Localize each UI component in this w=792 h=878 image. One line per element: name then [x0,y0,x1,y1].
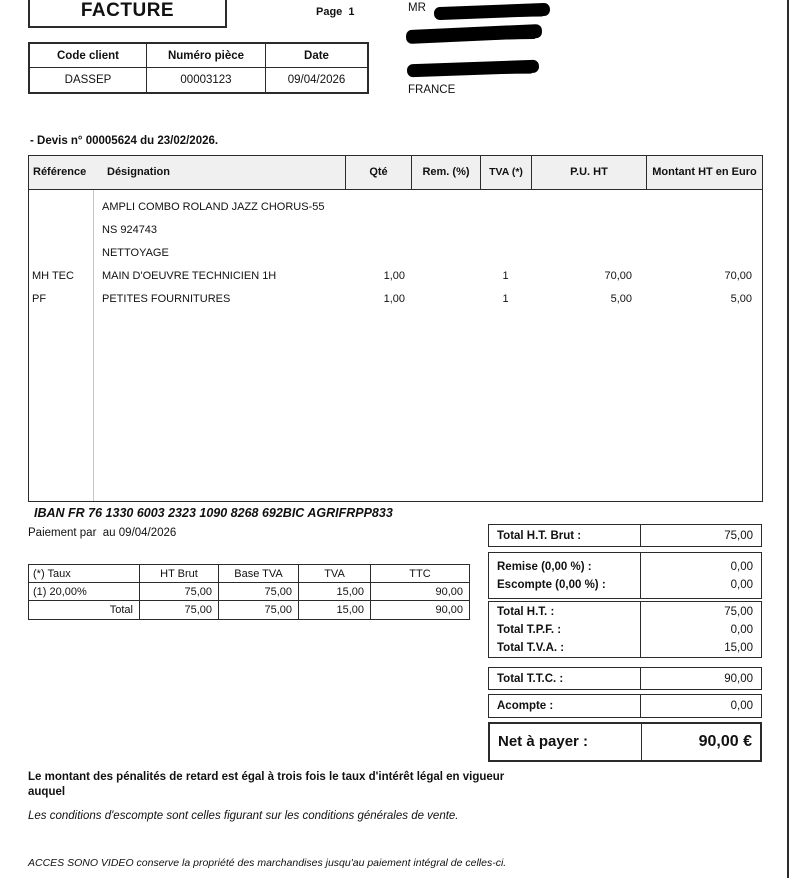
item-amount: 5,00 [730,292,752,305]
vat-rate-value: (1) 20,00% [33,585,87,598]
net-a-payer-label: Net à payer : [498,733,589,750]
reference-designation-header [29,156,345,189]
unit-price-header: P.U. HT [531,156,646,189]
ht-brut-header: HT Brut [139,565,218,582]
ht-brut-total: 75,00 [139,601,218,619]
vat-total-label: Total [109,604,133,616]
item-row [29,287,762,310]
date-header: Date [304,49,329,62]
total-ttc-box [488,667,762,690]
item-reference: MH TEC [32,269,74,282]
devis-reference-line: - Devis n° 00005624 du 23/02/2026. [30,135,219,147]
acompte-value: 0,00 [730,700,753,712]
total-ht-brut-label: Total H.T. Brut : [497,529,582,542]
base-tva-value: 75,00 [218,583,298,600]
reference-header: Référence [33,166,87,179]
total-ttc-value: 90,00 [724,672,753,685]
totals-ht-tpf-tva-box [488,601,762,658]
base-tva-total: 75,00 [218,601,298,619]
net-a-payer-value: 90,00 € [698,733,752,750]
page-number: Page 1 [316,6,355,18]
total-ht-value: 75,00 [724,605,753,618]
item-row [29,264,762,287]
redaction-bar [406,24,542,44]
item-row [29,195,762,218]
ttc-header: TTC [370,565,469,582]
items-table-body [29,190,762,501]
total-ht-label: Total H.T. : [497,605,555,618]
payment-terms-line: Paiement par au 09/04/2026 [28,527,177,539]
vat-table-rate-row [29,583,469,601]
item-row [29,241,762,264]
document-title-box [28,0,227,28]
ht-brut-value: 75,00 [139,583,218,600]
ttc-value: 90,00 [370,583,469,600]
item-qty: 1,00 [383,292,405,305]
ttc-total: 90,00 [370,601,469,619]
items-table-header [29,156,762,190]
piece-number-header: Numéro pièce [146,44,266,67]
tva-amount-value: 15,00 [298,583,370,600]
address-line-1 [408,2,426,14]
vat-table-total-row [29,601,469,619]
total-ht-brut-box [488,524,762,547]
vat-summary-table [28,564,470,620]
remise-label: Remise (0,00 %) : [497,560,592,573]
page-right-border [787,0,789,878]
amount-header: Montant HT en Euro [646,156,762,189]
client-info-value-row [30,68,367,92]
acompte-box [488,694,762,718]
item-reference: PF [32,292,47,305]
item-tva: 1 [502,269,509,282]
vat-table-header-row [29,565,469,583]
base-tva-header: Base TVA [218,565,298,582]
remise-value: 0,00 [730,560,753,573]
item-row [29,218,762,241]
client-code-header: Code client [57,49,119,62]
item-designation: PETITES FOURNITURES [102,292,231,305]
vat-rate-header: (*) Taux [33,567,71,580]
redaction-bar [434,3,550,20]
discount-header: Rem. (%) [411,156,480,189]
item-tva: 1 [502,292,509,305]
retention-of-title-notice: ACCES SONO VIDEO conserve la propriété des marchandises jusqu'au paiement intégral de celles-ci. [28,857,507,869]
total-tpf-value: 0,00 [730,623,753,636]
item-amount: 70,00 [724,269,752,282]
qty-header: Qté [345,156,411,189]
item-designation: NETTOYAGE [102,246,169,259]
tva-header: TVA (*) [480,156,531,189]
item-designation: MAIN D'OEUVRE TECHNICIEN 1H [102,269,277,282]
escompte-label: Escompte (0,00 %) : [497,578,606,591]
reference-column-divider [93,190,94,501]
total-tva-label: Total T.V.A. : [497,641,565,654]
item-designation: NS 924743 [102,223,158,236]
item-designation: AMPLI COMBO ROLAND JAZZ CHORUS-55 [102,200,325,213]
item-unit-price: 5,00 [610,292,632,305]
acompte-label: Acompte : [497,700,554,712]
total-ht-brut-value: 75,00 [724,529,753,542]
discount-conditions-notice: Les conditions d'escompte sont celles figurant sur les conditions générales de vente. [28,810,459,822]
tva-amount-header: TVA [298,565,370,582]
discount-box [488,552,762,599]
escompte-value: 0,00 [730,578,753,591]
items-table [28,155,763,502]
net-a-payer-box [488,722,762,762]
client-code-value: DASSEP [64,74,112,86]
item-qty: 1,00 [383,269,405,282]
address-salutation: MR [408,2,426,14]
item-unit-price: 70,00 [604,269,632,282]
designation-header: Désignation [107,166,170,179]
late-penalty-notice: Le montant des pénalités de retard est égal à trois fois le taux d'intérêt légal en vigueur auquel [28,771,505,798]
address-country: FRANCE [408,84,456,96]
date-value: 09/04/2026 [287,74,346,86]
document-title: FACTURE [80,0,175,21]
total-tva-value: 15,00 [724,641,753,654]
client-info-table [28,42,369,94]
iban-line: IBAN FR 76 1330 6003 2323 1090 8268 692BIC AGRIFRPP833 [34,506,393,520]
redaction-bar [407,60,539,78]
total-tpf-label: Total T.P.F. : [497,623,562,636]
piece-number-value: 00003123 [146,68,266,92]
client-info-header-row [30,44,367,68]
tva-amount-total: 15,00 [298,601,370,619]
total-ttc-label: Total T.T.C. : [497,672,564,685]
